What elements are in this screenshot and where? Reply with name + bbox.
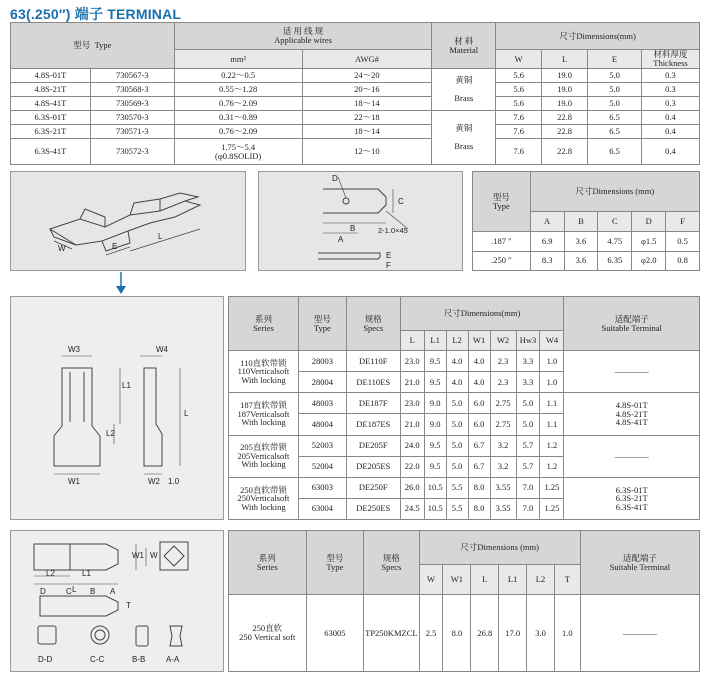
col-w: W (496, 50, 542, 69)
dim-label-c: C (398, 197, 404, 206)
down-arrow-icon (115, 272, 127, 296)
dim-label-thickness: 1.0 (168, 477, 180, 486)
dim-label-w: W (150, 551, 158, 560)
table-row: 110直软带锁 110Verticalsoft With locking 28003 DE110F 23.0 9.5 4.0 4.0 2.3 3.3 1.0 ———— (229, 351, 700, 372)
section-marker-b: B (90, 587, 96, 596)
dim-label-e: E (112, 242, 118, 251)
table-row: 4.8S-41T 730569-3 0.76～2.09 18～14 5.6 19.0 5.0 0.3 (11, 97, 700, 111)
suitable-terminal-a: 4.8S-01T 4.8S-21T 4.8S-41T (564, 393, 700, 435)
col-thickness: 材料厚度 Thickness (641, 50, 699, 69)
dim-label-l2: L2 (106, 429, 115, 438)
col-dimensions: 尺寸Dimensions(mm) (496, 23, 700, 50)
dim-label-b: B (350, 224, 356, 233)
vertical-terminal-table: 系列 Series 型号 Type 规格 Specs 尺寸Dimensions(mm) 适配端子 Suitable Terminal L L1 L2 W1 W2 Hw3 W4 110直软带锁 110Verticalsoft With locking 28003 DE110F 23.0 9.5 4.0 4.0 2.3 3.3 1.0 ———— 28004 DE110ES 21.0 9.5 4.0 4.0 2.3 3.3 1.0 187直软带锁 187Verticalsoft With locking 48003 DE187F 23.0 9.0 5.0 6.0 2.75 5.0 1.1 4.8S-01T 4.8S-21T 4.8S-41T 48004 DE187ES 21.0 9.0 5.0 6.0 2.75 5.0 1.1 205直软带锁 205Verticalsoft With locking 52003 DE205F 24.0 9.5 5.0 6.7 3.2 5.7 1.2 ———— 52004 DE205ES 22.0 9.5 5.0 6.7 3.2 5.7 1.2 250直软带锁 250Verticalsoft With locking 63003 DE250F 26.0 10.5 5.5 8.0 3.55 7.0 1.25 6.3S-01T 6.3S-21T 6.3S-41T 63004 DE250ES 24.5 10.5 5.5 8.0 3.55 7.0 1.25 (228, 296, 700, 520)
section-label-aa: A-A (166, 655, 180, 664)
dim-label-w3: W3 (68, 345, 80, 354)
table-row: .250 ″ 8.3 3.6 6.35 φ2.0 0.8 (473, 251, 700, 271)
blade-dimension-drawing (258, 171, 463, 271)
soft-terminal-table: 系列 Series 型号 Type 规格 Specs 尺寸Dimensions (mm) 适配端子 Suitable Terminal W W1 L L1 L2 T 250直软 250 Vertical soft 63005 TP250KMZCL 2.5 8.0 26.8 17.0 3.0 1.0 ———— (228, 530, 700, 672)
col-awg: AWG# (302, 50, 432, 69)
col-dimensions: 尺寸Dimensions (mm) (530, 172, 699, 212)
dim-label-w: W (58, 244, 66, 253)
vertical-terminal-drawing (10, 296, 224, 520)
table-row: 63004 DE250ES 24.5 10.5 5.5 8.0 3.55 7.0 1.25 (229, 498, 700, 519)
dim-label-t: T (126, 601, 131, 610)
dim-label-w4: W4 (156, 345, 168, 354)
material-cell: 黄铜 Brass (432, 111, 496, 165)
table-row: 6.3S-01T 730570-3 0.31～0.89 22～18 黄铜 Brass 7.6 22.8 6.5 0.4 (11, 111, 700, 125)
dim-label-l: L (72, 585, 77, 594)
col-type: 型号 Type (11, 23, 175, 69)
col-l: L (542, 50, 588, 69)
suitable-empty: ———— (564, 351, 700, 393)
table-row: 6.3S-41T 730572-3 1.75～5.4 (φ0.8SOLID) 12～10 7.6 22.8 6.5 0.4 (11, 139, 700, 165)
dim-label-w1: W1 (68, 477, 80, 486)
dim-label-w1: W1 (132, 551, 144, 560)
suitable-terminal-b: 6.3S-01T 6.3S-21T 6.3S-41T (564, 477, 700, 519)
col-wire: 适 用 线 规 Applicable wires (174, 23, 432, 50)
table-row: .187 ″ 6.9 3.6 4.75 φ1.5 0.5 (473, 232, 700, 252)
material-cell: 黄铜 Brass (432, 69, 496, 111)
dim-label-a: A (338, 235, 344, 244)
dim-label-l: L (158, 232, 163, 241)
terminal-spec-table (10, 22, 700, 165)
table-row: 6.3S-21T 730571-3 0.76～2.09 18～14 7.6 22.8 6.5 0.4 (11, 125, 700, 139)
section-label-dd: D-D (38, 655, 53, 664)
dim-label-l: L (184, 409, 189, 418)
dim-label-chamfer: 2-1.0×45 (378, 226, 408, 235)
section-marker-d: D (40, 587, 46, 596)
col-mm2: mm² (174, 50, 302, 69)
table-row: 205直软带锁 205Verticalsoft With locking 52003 DE205F 24.0 9.5 5.0 6.7 3.2 5.7 1.2 ———— (229, 435, 700, 456)
col-material: 材 料 Material (432, 23, 496, 69)
terminal-perspective-drawing (10, 171, 246, 271)
dim-label-l1: L1 (82, 569, 91, 578)
table-row: 52004 DE205ES 22.0 9.5 5.0 6.7 3.2 5.7 1.2 (229, 456, 700, 477)
section-label-cc: C-C (90, 655, 105, 664)
dim-label-f: F (386, 261, 391, 270)
table-row: 4.8S-21T 730568-3 0.55～1.28 20～16 5.6 19.0 5.0 0.3 (11, 83, 700, 97)
page-title: 63(.250″) 端子 TERMINAL (10, 6, 182, 22)
col-e: E (588, 50, 642, 69)
col-type: 型号 Type (473, 172, 531, 232)
section-label-bb: B-B (132, 655, 146, 664)
dim-label-e: E (386, 251, 392, 260)
dim-label-w2: W2 (148, 477, 160, 486)
section-marker-c: C (66, 587, 72, 596)
suitable-empty: ———— (580, 595, 699, 672)
table-row: 187直软带锁 187Verticalsoft With locking 48003 DE187F 23.0 9.0 5.0 6.0 2.75 5.0 1.1 4.8S-01T 4.8S-21T 4.8S-41T (229, 393, 700, 414)
table-row: 48004 DE187ES 21.0 9.0 5.0 6.0 2.75 5.0 1.1 (229, 414, 700, 435)
table-row: 28004 DE110ES 21.0 9.5 4.0 4.0 2.3 3.3 1.0 (229, 372, 700, 393)
suitable-empty: ———— (564, 435, 700, 477)
dim-label-l1: L1 (122, 381, 131, 390)
blade-dimension-table: 型号 Type 尺寸Dimensions (mm) A B C D F .187 ″ 6.9 3.6 4.75 φ1.5 0.5 .250 ″ 8.3 3.6 6.35 φ2.0 0.8 (472, 171, 700, 271)
table-row: 250直软带锁 250Verticalsoft With locking 63003 DE250F 26.0 10.5 5.5 8.0 3.55 7.0 1.25 6.3S-01T 6.3S-21T 6.3S-41T (229, 477, 700, 498)
table-row: 250直软 250 Vertical soft 63005 TP250KMZCL 2.5 8.0 26.8 17.0 3.0 1.0 ———— (229, 595, 700, 672)
soft-terminal-drawing (10, 530, 224, 672)
dim-label-d: D (332, 174, 338, 183)
section-marker-a: A (110, 587, 116, 596)
table-row: 4.8S-01T 730567-3 0.22～0.5 24～20 黄铜 Brass 5.6 19.0 5.0 0.3 (11, 69, 700, 83)
dim-label-l2: L2 (46, 569, 55, 578)
